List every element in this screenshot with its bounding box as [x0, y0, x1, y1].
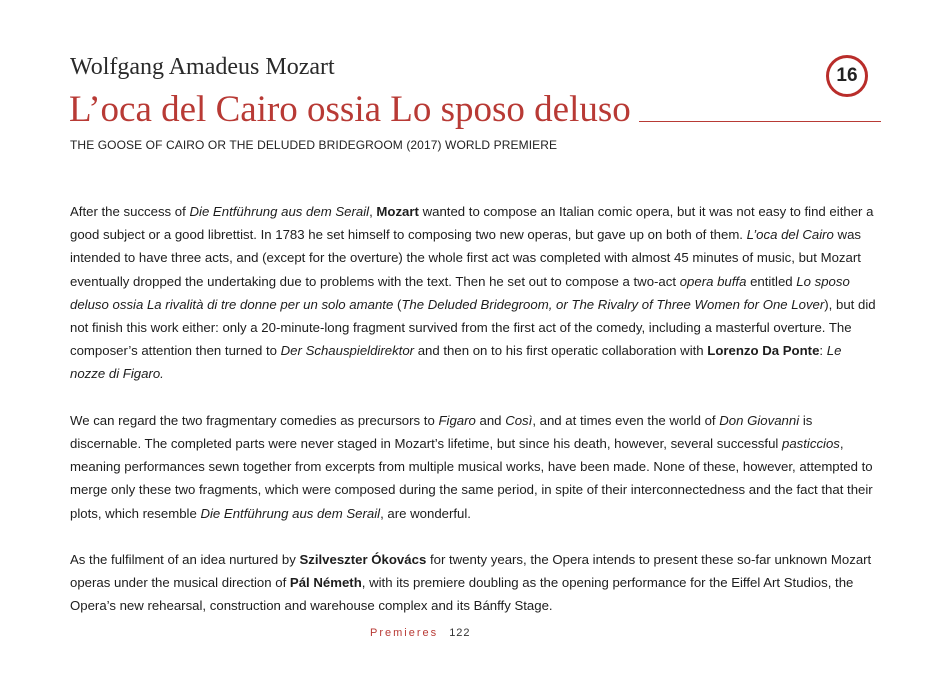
article-body [70, 200, 878, 641]
text-run: : [819, 343, 827, 359]
footer-section-label: Premieres [370, 627, 439, 639]
italic-text: Lo sposo deluso ossia La rivalità di tre donne per un solo amante [70, 273, 850, 312]
italic-text: Così [505, 412, 533, 428]
italic-text: Le nozze di Figaro. [70, 343, 842, 382]
text-run: , with its premiere doubling as the opening performance for the Eiffel Art Studios, the Opera’s new rehearsal, construction and warehouse complex and its Bánffy Stage. [70, 575, 854, 614]
bold-name: Lorenzo Da Ponte [707, 343, 820, 359]
bold-name: Mozart [376, 204, 419, 219]
text-run: entitled [746, 273, 797, 289]
text-run: ( [393, 296, 402, 312]
text-run: , and at times even the world of [532, 412, 720, 428]
paragraph-2 [70, 409, 878, 525]
italic-text: Die Entführung aus dem Serail [189, 204, 370, 219]
text-run: As the fulfilment of an idea nurtured by [70, 552, 300, 568]
text-run: for twenty years, the Opera intends to present these so-far unknown Mozart operas under the musical direction of [70, 552, 872, 591]
bold-name: Szilveszter Ókovács [299, 552, 427, 568]
italic-text: pasticcios [782, 436, 840, 452]
paragraph-3 [70, 548, 878, 618]
text-run: , are wonderful. [380, 505, 471, 521]
text-run: and then on to his first operatic collaboration with [414, 343, 708, 359]
text-run: is discernable. The completed parts were never staged in Mozart’s lifetime, but since his death, however, several successful [70, 412, 813, 452]
paragraph-1 [70, 200, 878, 386]
italic-text: The Deluded Bridegroom, or The Rivalry of Three Women for One Lover [401, 296, 825, 312]
italic-text: L’oca del Cairo [746, 227, 834, 243]
text-run: ), but did not finish this work either: only a 20-minute-long fragment survived from the first act of the comedy, including a masterful overture. The composer’s attention then turned to [70, 296, 876, 359]
page-footer [370, 627, 471, 639]
italic-text: Don Giovanni [719, 412, 800, 428]
italic-text: Die Entführung aus dem Serail [200, 505, 381, 521]
italic-text: Figaro [438, 412, 476, 428]
italic-text: opera buffa [679, 273, 747, 289]
text-run: We can regard the two fragmentary comedies as precursors to [70, 412, 439, 428]
opera-title: L’oca del Cairo ossia Lo sposo deluso [69, 89, 631, 130]
title-rule-divider [639, 121, 881, 122]
opera-subtitle: THE GOOSE OF CAIRO OR THE DELUDED BRIDEGROOM (2017) WORLD PREMIERE [70, 138, 558, 152]
text-run: After the success of [70, 204, 190, 219]
text-run: , [369, 204, 377, 219]
bold-name: Pál Németh [289, 575, 362, 591]
italic-text: Der Schauspieldirektor [280, 343, 415, 359]
text-run: and [475, 412, 506, 428]
composer-name: Wolfgang Amadeus Mozart [70, 54, 335, 80]
text-run: was intended to have three acts, and (except for the overture) the whole first act was completed with almost 45 minutes of music, but Mozart eventually dropped the undertaking due to problems with the text. Then he set out to compose a two-act [70, 227, 862, 289]
page-number: 122 [449, 627, 471, 639]
text-run: , meaning performances sewn together from excerpts from multiple musical works, have been made. None of these, however, attempted to merge only these two fragments, which were composed during the same period, in spite of their interconnectedness and the fact that their plots, which resemble [70, 436, 873, 521]
item-number-badge: 16 [826, 55, 868, 97]
title-row [69, 88, 881, 131]
text-run: wanted to compose an Italian comic opera, but it was not easy to find either a good subject or a good librettist. In 1783 he set himself to composing two new operas, but gave up on both of them. [70, 204, 874, 243]
